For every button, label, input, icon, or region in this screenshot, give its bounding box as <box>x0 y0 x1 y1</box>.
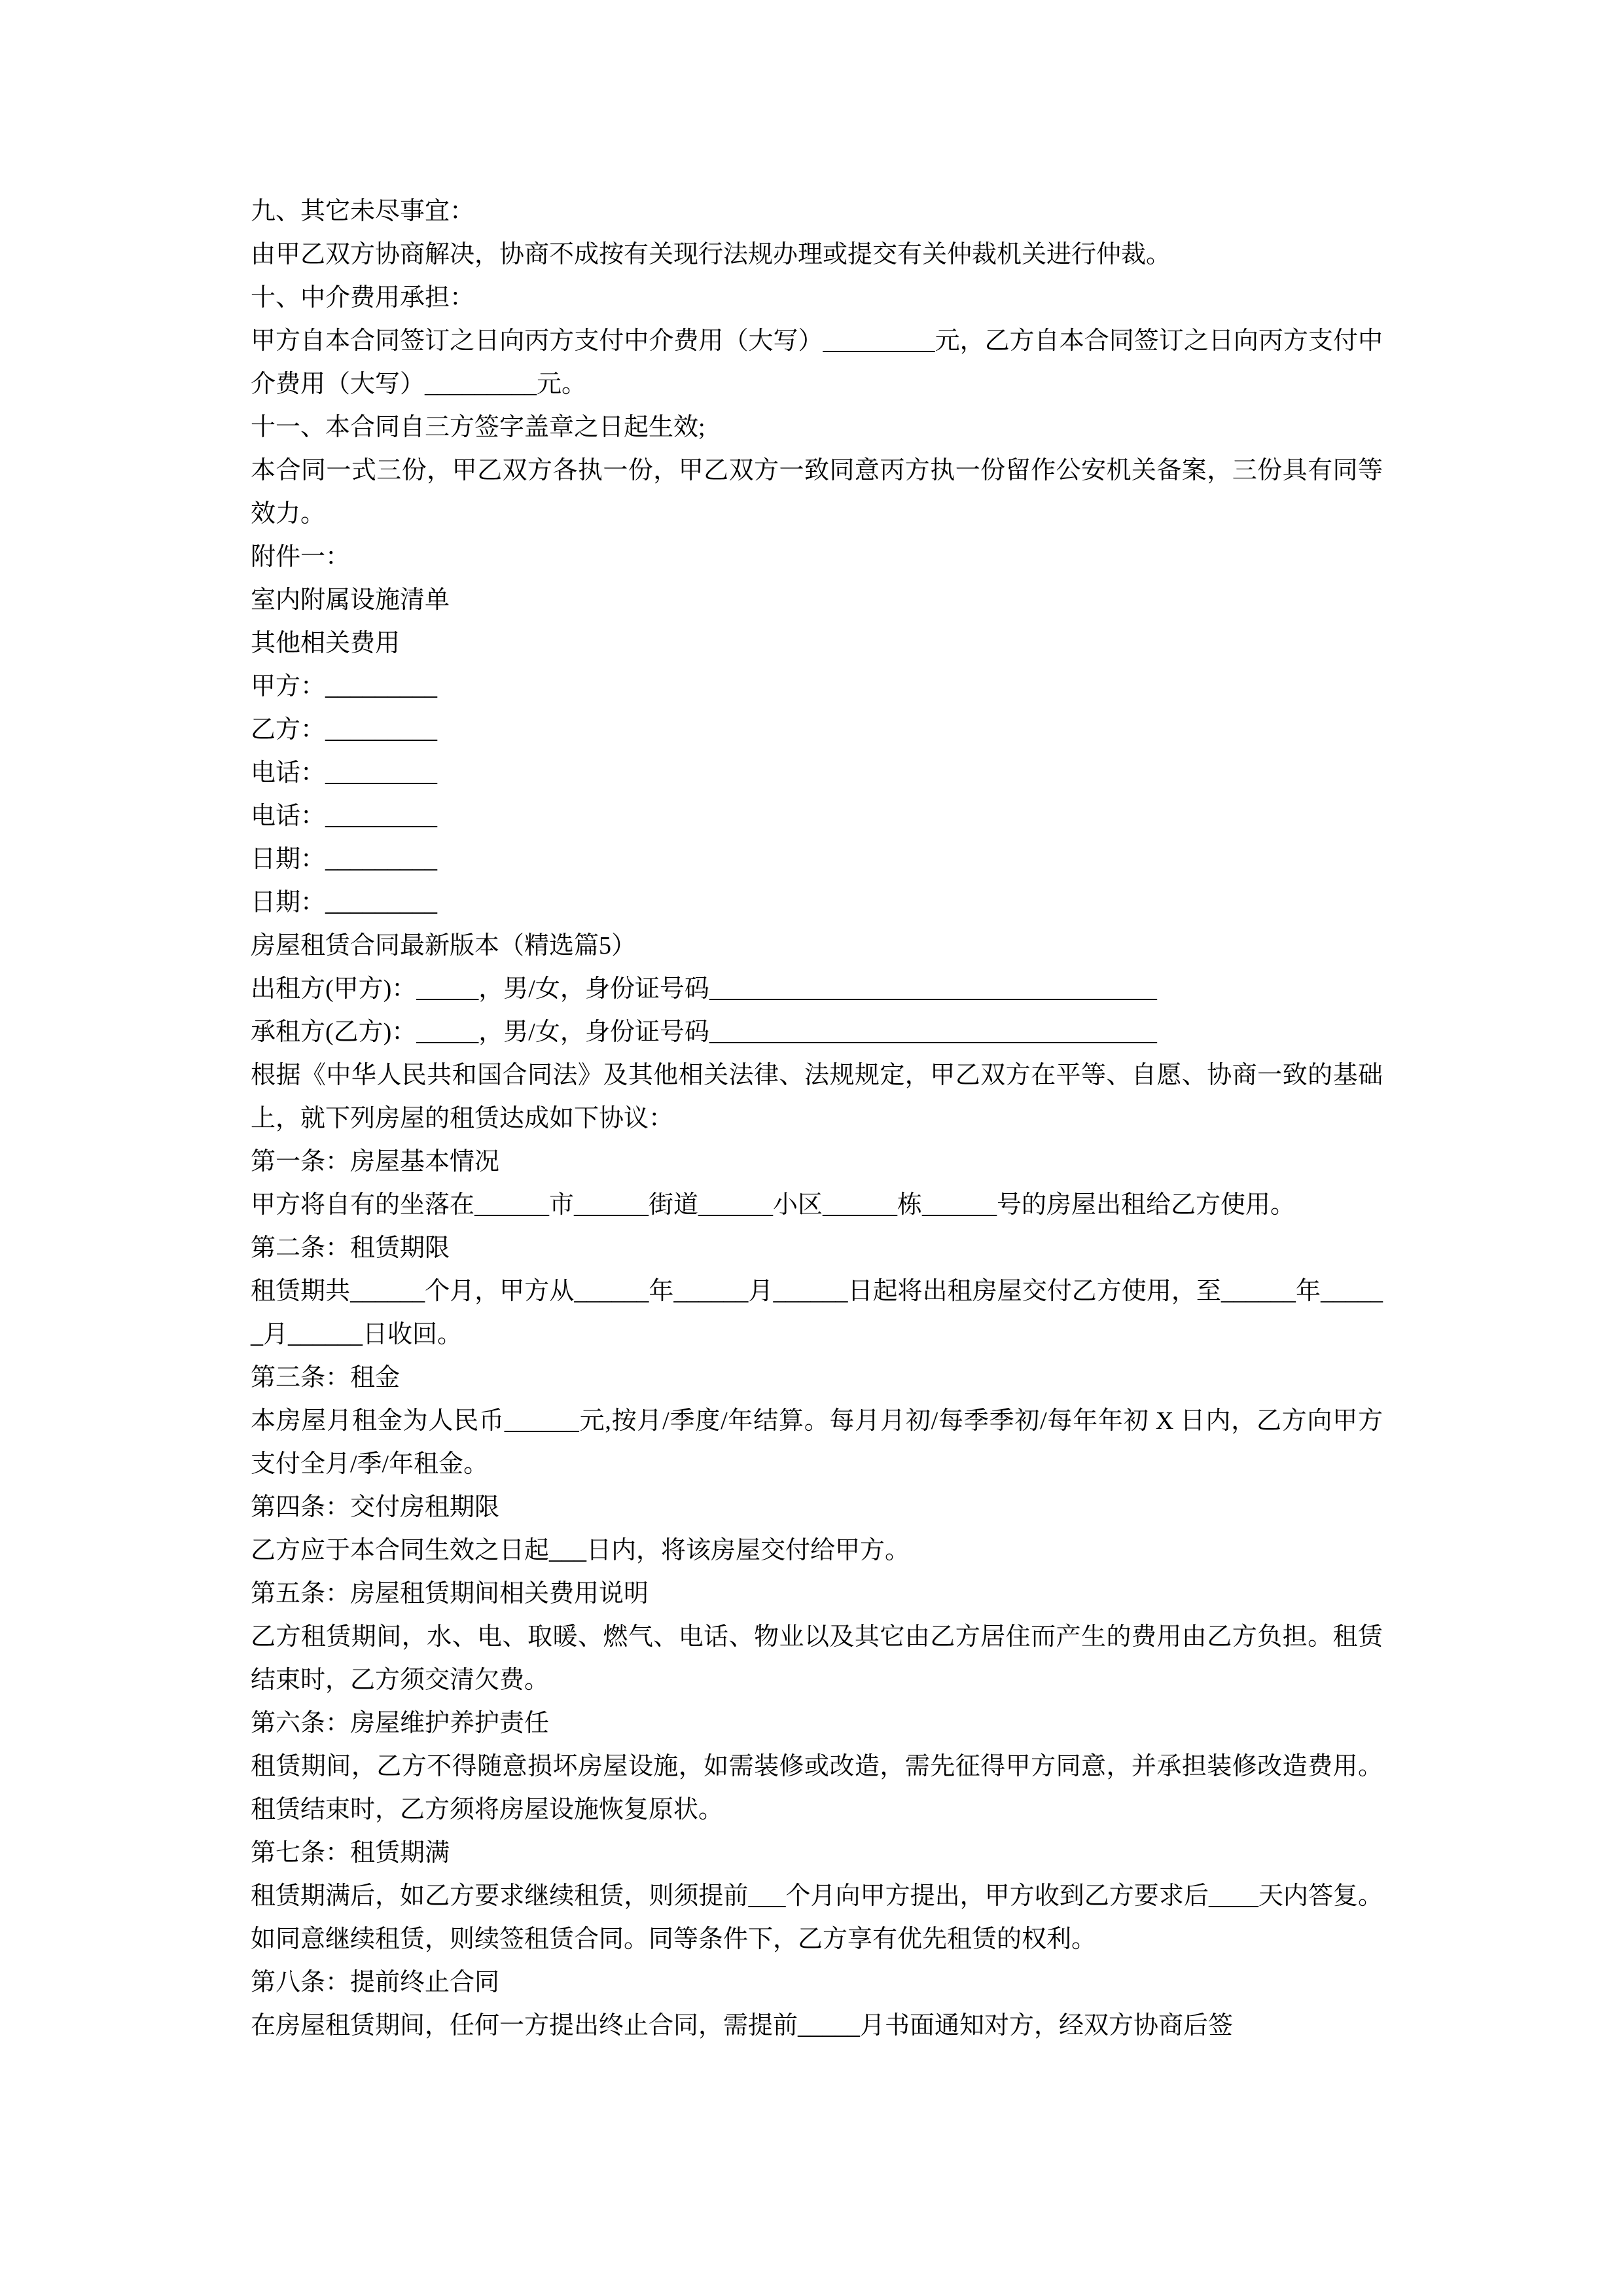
paragraph: 电话：_________ <box>251 802 438 830</box>
paragraph: 其他相关费用 <box>251 630 401 657</box>
paragraph: 由甲乙双方协商解决，协商不成按有关现行法规办理或提交有关仲裁机关进行仲裁。 <box>251 241 1171 268</box>
paragraph: 乙方租赁期间，水、电、取暖、燃气、电话、物业以及其它由乙方居住而产生的费用由乙方负担。租赁结束时，乙方须交清欠费。 <box>251 1623 1383 1694</box>
paragraph: 在房屋租赁期间，任何一方提出终止合同，需提前_____月书面通知对方，经双方协商后签 <box>251 2012 1234 2039</box>
paragraph: 九、其它未尽事宜： <box>251 198 475 225</box>
paragraph: 十一、本合同自三方签字盖章之日起生效; <box>251 414 705 441</box>
paragraph: 本房屋月租金为人民币______元,按月/季度/年结算。每月月初/每季季初/每年年初 X 日内，乙方向甲方支付全月/季/年租金。 <box>251 1407 1383 1478</box>
paragraph: 承租方(乙方)：_____，男/女，身份证号码____________________________________ <box>251 1018 1157 1046</box>
paragraph: 附件一： <box>251 543 351 571</box>
paragraph: 乙方：_________ <box>251 716 438 744</box>
paragraph: 十、中介费用承担： <box>251 284 475 312</box>
paragraph: 租赁期满后，如乙方要求继续租赁，则须提前___个月向甲方提出，甲方收到乙方要求后____天内答复。如同意继续租赁，则续签租赁合同。同等条件下，乙方享有优先租赁的权利。 <box>251 1882 1383 1953</box>
paragraph: 第六条：房屋维护养护责任 <box>251 1710 550 1737</box>
paragraph: 乙方应于本合同生效之日起___日内，将该房屋交付给甲方。 <box>251 1537 910 1564</box>
paragraph: 甲方：_________ <box>251 673 438 700</box>
paragraph: 第五条：房屋租赁期间相关费用说明 <box>251 1580 649 1607</box>
paragraph: 第一条：房屋基本情况 <box>251 1148 500 1175</box>
paragraph: 第三条：租金 <box>251 1364 401 1391</box>
paragraph: 室内附属设施清单 <box>251 586 450 614</box>
paragraph: 甲方自本合同签订之日向丙方支付中介费用（大写）_________元，乙方自本合同签订之日向丙方支付中介费用（大写）_________元。 <box>251 327 1383 398</box>
paragraph: 租赁期共______个月，甲方从______年______月______日起将出租房屋交付乙方使用，至______年______月______日收回。 <box>251 1278 1383 1348</box>
paragraph: 第二条：租赁期限 <box>251 1234 450 1262</box>
paragraph: 本合同一式三份，甲乙双方各执一份，甲乙双方一致同意丙方执一份留作公安机关备案，三份具有同等效力。 <box>251 457 1383 528</box>
document-content <box>251 190 1383 2047</box>
paragraph: 第八条：提前终止合同 <box>251 1969 500 1996</box>
paragraph: 甲方将自有的坐落在______市______街道______小区______栋______号的房屋出租给乙方使用。 <box>251 1191 1296 1219</box>
paragraph: 日期：_________ <box>251 889 438 916</box>
paragraph: 第七条：租赁期满 <box>251 1839 450 1867</box>
paragraph: 出租方(甲方)：_____，男/女，身份证号码____________________________________ <box>251 975 1157 1003</box>
paragraph: 根据《中华人民共和国合同法》及其他相关法律、法规规定，甲乙双方在平等、自愿、协商一致的基础上，就下列房屋的租赁达成如下协议： <box>251 1062 1383 1132</box>
paragraph: 租赁期间，乙方不得随意损坏房屋设施，如需装修或改造，需先征得甲方同意，并承担装修改造费用。租赁结束时，乙方须将房屋设施恢复原状。 <box>251 1753 1383 1823</box>
paragraph: 房屋租赁合同最新版本（精选篇5） <box>251 932 637 960</box>
paragraph: 第四条：交付房租期限 <box>251 1494 500 1521</box>
paragraph: 日期：_________ <box>251 846 438 873</box>
paragraph: 电话：_________ <box>251 759 438 787</box>
